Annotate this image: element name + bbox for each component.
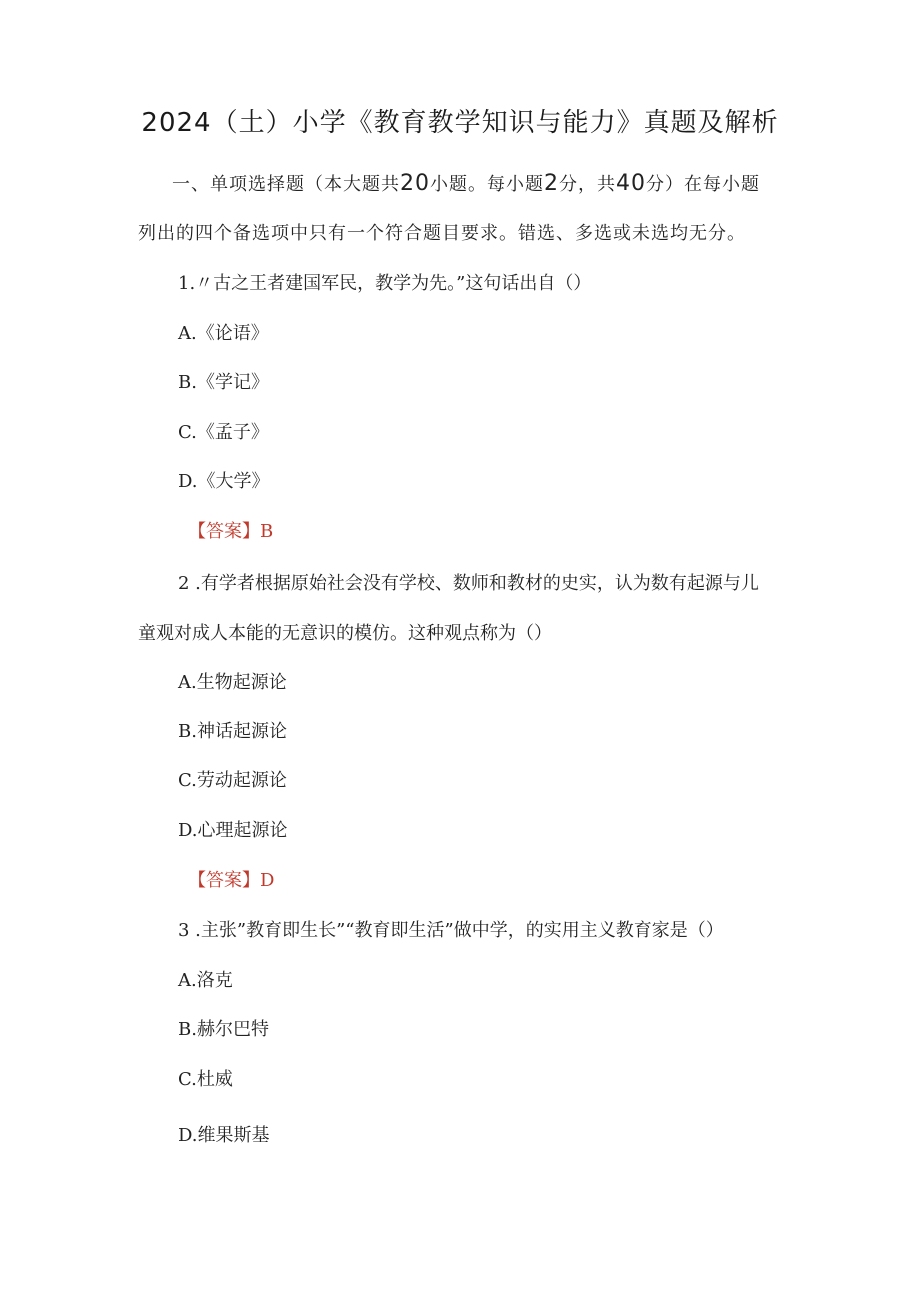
question-1-option-b: B.《学记》 xyxy=(178,372,269,393)
intro-points-total: 40 xyxy=(616,171,646,196)
intro-points-each: 2 xyxy=(544,171,559,196)
intro-text-d: 分）在每小题 xyxy=(646,174,760,195)
answer-value: B xyxy=(260,521,274,542)
section-intro-line-2: 列出的四个备选项中只有一个符合题目要求。错选、多选或未选均无分。 xyxy=(138,223,746,244)
question-3-option-c: C.杜威 xyxy=(178,1069,233,1090)
section-intro-line-1 xyxy=(172,172,760,197)
question-2-answer xyxy=(188,869,274,893)
question-2-stem-line-2: 童观对成人本能的无意识的模仿。这种观点称为（） xyxy=(138,623,552,644)
answer-value: D xyxy=(260,870,275,891)
page-title: 2024（土）小学《教育教学知识与能力》真题及解析 xyxy=(141,108,779,138)
question-1-answer xyxy=(188,520,273,544)
intro-question-count: 20 xyxy=(400,171,430,196)
answer-label: 【答案】 xyxy=(188,521,260,542)
question-1-option-d: D.《大学》 xyxy=(178,471,270,492)
intro-text-c: 分，共 xyxy=(559,174,616,195)
intro-text-b: 小题。每小题 xyxy=(430,174,544,195)
question-2-option-b: B.神话起源论 xyxy=(178,721,287,742)
question-2-stem-line-1: 2 .有学者根据原始社会没有学校、数师和教材的史实，认为数有起源与儿 xyxy=(178,573,759,594)
question-2-option-c: C.劳动起源论 xyxy=(178,770,287,791)
question-3-option-a: A.洛克 xyxy=(178,970,233,991)
question-1-option-a: A.《论语》 xyxy=(178,323,269,344)
question-1-stem: 1.〃古之王者建国军民，教学为先。”这句话出自（） xyxy=(178,273,592,294)
question-2-option-a: A.生物起源论 xyxy=(178,672,287,693)
question-1-option-c: C.《孟子》 xyxy=(178,422,269,443)
question-3-stem: 3 .主张”教育即生长”“教育即生活”做中学，的实用主义教育家是（） xyxy=(178,920,724,941)
question-2-option-d: D.心理起源论 xyxy=(178,820,288,841)
intro-text-a: 一、单项选择题（本大题共 xyxy=(172,174,400,195)
question-3-option-d: D.维果斯基 xyxy=(178,1125,270,1146)
question-3-option-b: B.赫尔巴特 xyxy=(178,1019,269,1040)
answer-label: 【答案】 xyxy=(188,870,260,891)
